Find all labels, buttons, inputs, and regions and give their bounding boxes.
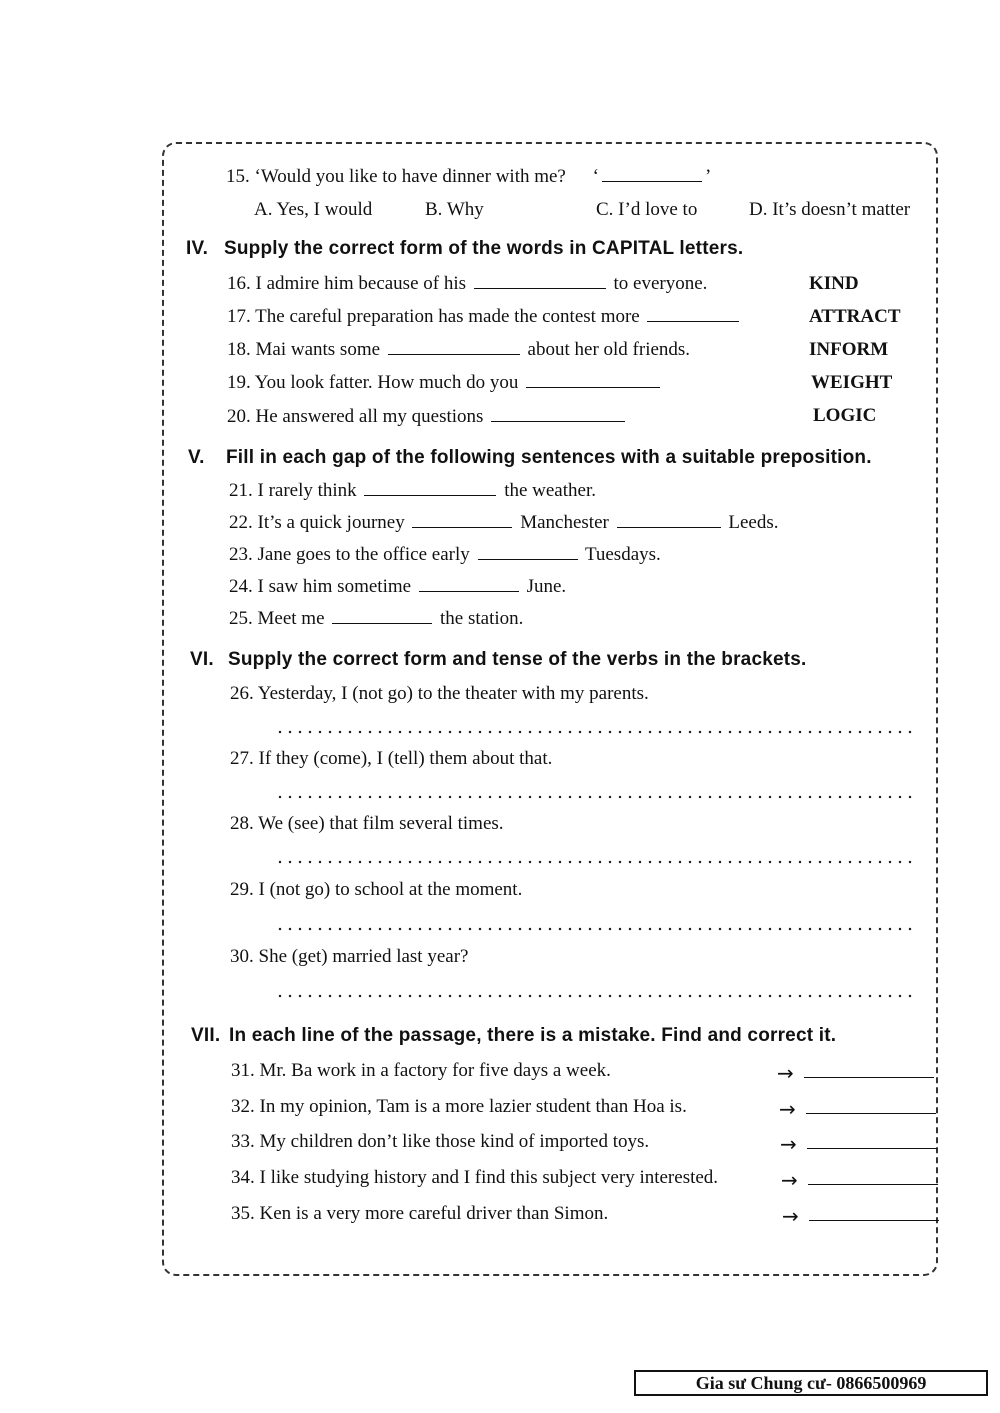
q34-answer-line[interactable]: [808, 1184, 938, 1185]
q32-text: 32. In my opinion, Tam is a more lazier student than Hoa is.: [231, 1096, 687, 1117]
q26-text: 26. Yesterday, I (not go) to the theater with my parents.: [230, 683, 649, 704]
footer-contact-box: [634, 1370, 988, 1396]
q16-text-end: to everyone.: [613, 273, 708, 294]
q33-text: 33. My children don’t like those kind of imported toys.: [231, 1131, 650, 1152]
q15-close-quote: ’: [704, 166, 712, 187]
q22-text-mid: Manchester: [520, 512, 609, 533]
q30-text: 30. She (get) married last year?: [230, 946, 469, 967]
q28-answer-line[interactable]: [275, 860, 915, 864]
section-vii-heading: [191, 1025, 836, 1047]
q25-blank[interactable]: [332, 622, 432, 624]
section-vi-numeral: VI.: [190, 649, 214, 670]
q23-row: [229, 544, 661, 566]
section-vii-title: In each line of the passage, there is a mistake. Find and correct it.: [229, 1025, 837, 1046]
section-iv-heading: [186, 238, 743, 260]
section-v-title: Fill in each gap of the following sentences with a suitable preposition.: [226, 447, 872, 468]
q18-blank[interactable]: [388, 353, 520, 355]
q35-text: 35. Ken is a very more careful driver than Simon.: [231, 1203, 609, 1224]
q31-answer-line[interactable]: [804, 1077, 934, 1078]
q15-stem: [226, 166, 711, 188]
footer-contact-text: Gia sư Chung cư- 0866500969: [695, 1373, 927, 1393]
q21-text-end: the weather.: [504, 480, 596, 501]
q18-text-end: about her old friends.: [527, 339, 691, 360]
q24-blank[interactable]: [419, 590, 519, 592]
q31-arrow-icon: →: [777, 1061, 794, 1085]
q22-blank-2[interactable]: [617, 526, 721, 528]
q15-blank[interactable]: [602, 180, 702, 182]
q35-answer-line[interactable]: [809, 1220, 939, 1221]
section-v-numeral: V.: [188, 447, 205, 468]
q22-row: [229, 512, 778, 534]
q33-arrow-icon: →: [780, 1132, 797, 1156]
section-v-heading: [188, 447, 872, 469]
q25-row: [229, 608, 523, 630]
q15-option-d[interactable]: D. It’s doesn’t matter: [749, 199, 911, 220]
q20-blank[interactable]: [491, 420, 625, 422]
q32-answer-line[interactable]: [806, 1113, 936, 1114]
q23-text-end: Tuesdays.: [584, 544, 661, 565]
q24-row: [229, 576, 566, 598]
q19-blank[interactable]: [526, 386, 660, 388]
q18-row: [227, 339, 690, 361]
q17-row: [227, 306, 742, 328]
q20-row: [227, 406, 628, 428]
q33-answer-line[interactable]: [807, 1148, 937, 1149]
q27-answer-line[interactable]: [275, 795, 915, 799]
q15-option-c[interactable]: C. I’d love to: [596, 199, 698, 220]
q35-arrow-icon: →: [782, 1204, 799, 1228]
q31-text: 31. Mr. Ba work in a factory for five days a week.: [231, 1060, 611, 1081]
q22-text-end: Leeds.: [728, 512, 779, 533]
q32-arrow-icon: →: [779, 1097, 796, 1121]
q34-arrow-icon: →: [781, 1168, 798, 1192]
q19-row: [227, 372, 663, 394]
section-iv-title: Supply the correct form of the words in CAPITAL letters.: [224, 238, 744, 259]
q26-answer-line[interactable]: [275, 730, 915, 734]
q18-text: 18. Mai wants some: [227, 339, 381, 360]
q16-word: KIND: [809, 273, 859, 294]
q29-text: 29. I (not go) to school at the moment.: [230, 879, 523, 900]
section-vi-title: Supply the correct form and tense of the verbs in the brackets.: [228, 649, 807, 670]
q17-blank[interactable]: [647, 320, 739, 322]
q17-text: 17. The careful preparation has made the contest more: [227, 306, 640, 327]
q15-option-b[interactable]: B. Why: [425, 199, 484, 220]
q15-option-a[interactable]: A. Yes, I would: [254, 199, 373, 220]
q19-word: WEIGHT: [811, 372, 893, 393]
q20-text: 20. He answered all my questions: [227, 406, 484, 427]
q20-word: LOGIC: [813, 405, 877, 426]
q22-blank-1[interactable]: [412, 526, 512, 528]
q30-answer-line[interactable]: [275, 994, 915, 998]
q23-text: 23. Jane goes to the office early: [229, 544, 470, 565]
q23-blank[interactable]: [478, 558, 578, 560]
section-vii-numeral: VII.: [191, 1025, 221, 1046]
q25-text: 25. Meet me: [229, 608, 325, 629]
q25-text-end: the station.: [440, 608, 524, 629]
q16-row: [227, 273, 707, 295]
q29-answer-line[interactable]: [275, 927, 915, 931]
q27-text: 27. If they (come), I (tell) them about that.: [230, 748, 553, 769]
q21-blank[interactable]: [364, 494, 496, 496]
q21-text: 21. I rarely think: [229, 480, 357, 501]
q24-text: 24. I saw him sometime: [229, 576, 412, 597]
q16-text: 16. I admire him because of his: [227, 273, 467, 294]
q21-row: [229, 480, 596, 502]
section-vi-heading: [190, 649, 807, 671]
q19-text: 19. You look fatter. How much do you: [227, 372, 519, 393]
q15-stem-text: 15. ‘Would you like to have dinner with me?: [226, 166, 566, 187]
q24-text-end: June.: [526, 576, 567, 597]
q18-word: INFORM: [809, 339, 889, 360]
q15-open-quote: ‘: [592, 166, 599, 187]
q34-text: 34. I like studying history and I find this subject very interested.: [231, 1167, 719, 1188]
q28-text: 28. We (see) that film several times.: [230, 813, 504, 834]
q17-word: ATTRACT: [809, 306, 901, 327]
q22-text: 22. It’s a quick journey: [229, 512, 405, 533]
q16-blank[interactable]: [474, 287, 606, 289]
section-iv-numeral: IV.: [186, 238, 209, 259]
